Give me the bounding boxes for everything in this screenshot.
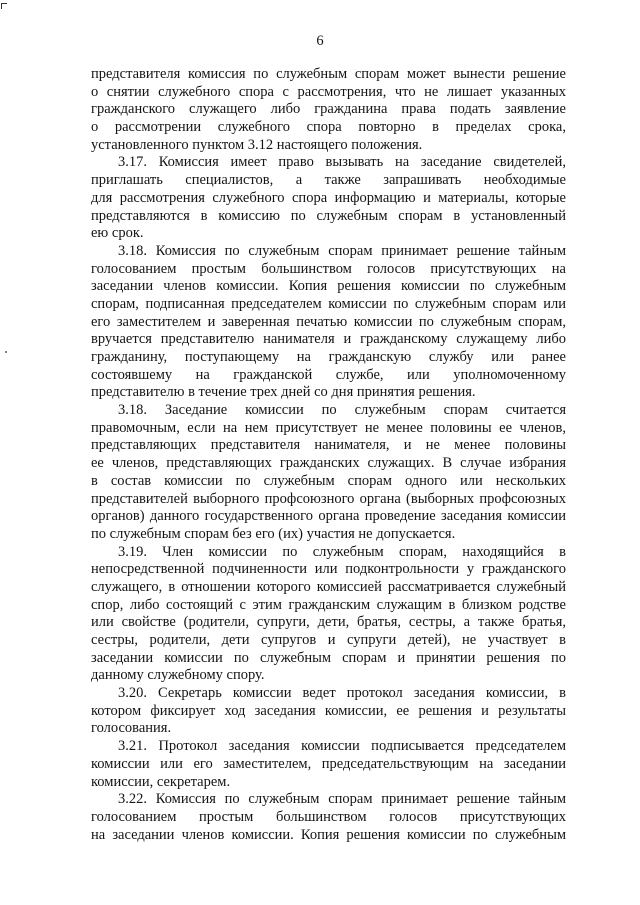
text-line: спорам, подписанная председателем комиссии по служебным спорам или xyxy=(91,295,566,312)
text-line: 3.20. Секретарь комиссии ведет протокол заседания комиссии, в xyxy=(118,685,566,702)
text-line: служащего, в отношении которого комиссией рассматривается служебный xyxy=(91,578,566,595)
text-line: или свойстве (родители, супруги, дети, братья, сестры, а также братья, xyxy=(91,614,566,631)
text-line: установленного пунктом 3.12 настоящего положения. xyxy=(91,136,423,153)
text-line: голосования. xyxy=(91,720,172,737)
text-line: представляются в комиссию по служебным спорам в установленный xyxy=(91,207,566,224)
text-line: органов) данного государственного органа проведение заседания комиссии xyxy=(91,508,566,525)
text-line: приглашать специалистов, а также запрашивать необходимые xyxy=(91,172,566,189)
text-line: представителю в течение трех дней со дня принятия решения. xyxy=(91,384,476,401)
page-number: 6 xyxy=(316,33,324,49)
paragraph-3-17 xyxy=(91,154,566,242)
scan-dot xyxy=(5,351,7,353)
text-line: сестры, родители, дети супругов и супруги детей), не участвует в xyxy=(91,632,566,648)
text-line: 3.22. Комиссия по служебным спорам принимает решение тайным xyxy=(118,791,566,808)
text-line: в состав комиссии по служебным спорам одного или нескольких xyxy=(91,472,566,489)
text-line: представителей выборного профсоюзного органа (выборных профсоюзных xyxy=(91,490,566,507)
text-line: 3.21. Протокол заседания комиссии подписывается председателем xyxy=(118,738,566,755)
text-line: о снятии служебного спора с рассмотрения, что не лишает указанных xyxy=(91,83,566,100)
text-line: непосредственной подчиненности или подконтрольности у гражданского xyxy=(91,561,566,578)
text-line: о рассмотрении служебного спора повторно в пределах срока, xyxy=(91,119,566,136)
text-line: 3.19. Член комиссии по служебным спорам, находящийся в xyxy=(118,543,566,560)
text-line: представителя комиссия по служебным спорам может вынести решение xyxy=(91,66,566,82)
text-line: голосованием простым большинством голосов присутствующих на xyxy=(91,260,566,277)
paragraph-3-19 xyxy=(91,544,566,686)
text-line: 3.17. Комиссия имеет право вызывать на заседание свидетелей, xyxy=(118,154,566,171)
paragraph-3-18-quorum xyxy=(91,402,566,544)
paragraph-continuation xyxy=(91,66,566,154)
paragraph-3-20 xyxy=(91,685,566,738)
text-line: ею срок. xyxy=(91,225,144,242)
text-line: заседании членов комиссии. Копия решения комиссии по служебным xyxy=(91,278,566,295)
text-line: его заместителем и заверенная печатью комиссии по служебным спорам, xyxy=(91,313,566,330)
text-line: на заседании членов комиссии. Копия решения комиссии по служебным xyxy=(91,826,566,843)
text-line: состоявшему на гражданской службе, или уполномоченному xyxy=(91,366,566,383)
text-line: вручается представителю нанимателя и гражданскому служащему либо xyxy=(91,331,566,348)
text-line: спор, либо состоящий с этим гражданским служащим в близком родстве xyxy=(91,596,566,613)
text-line: гражданину, поступающему на гражданскую службу или ранее xyxy=(91,349,566,365)
paragraph-3-22 xyxy=(91,791,566,844)
text-line: гражданского служащего либо гражданина права подать заявление xyxy=(91,101,566,118)
text-line: данному служебному спору. xyxy=(91,667,265,684)
text-line: 3.18. Заседание комиссии по служебным спорам считается xyxy=(118,402,566,419)
text-line: по служебным спорам без его (их) участия не допускается. xyxy=(91,525,456,542)
scan-corner-mark xyxy=(1,3,7,9)
paragraph-3-21 xyxy=(91,738,566,791)
paragraph-3-18-decision xyxy=(91,243,566,402)
document-body xyxy=(91,66,566,844)
text-line: для рассмотрения служебного спора информацию и материалы, которые xyxy=(91,189,566,206)
text-line: ее членов, представляющих гражданских служащих. В случае избрания xyxy=(91,455,566,472)
text-line: голосованием простым большинством голосов присутствующих xyxy=(91,808,566,825)
text-line: правомочным, если на нем присутствует не менее половины ее членов, xyxy=(91,419,566,436)
text-line: котором фиксирует ход заседания комиссии, ее решения и результаты xyxy=(91,702,566,719)
text-line: 3.18. Комиссия по служебным спорам принимает решение тайным xyxy=(118,242,566,259)
text-line: комиссии или его заместителем, председательствующим на заседании xyxy=(91,755,566,772)
text-line: представляющих представителя нанимателя, и не менее половины xyxy=(91,437,566,454)
text-line: комиссии, секретарем. xyxy=(91,773,231,790)
text-line: заседании комиссии по служебным спорам и принятии решения по xyxy=(91,649,566,666)
